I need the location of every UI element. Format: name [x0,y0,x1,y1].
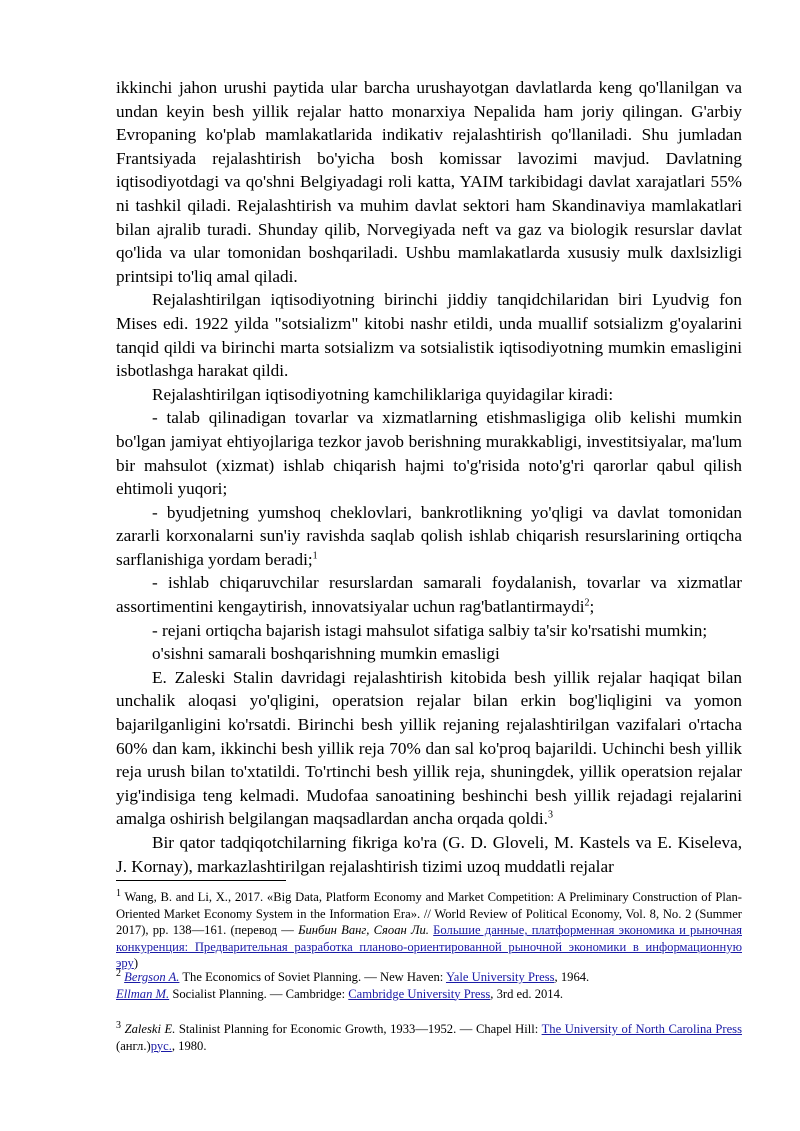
footnote-mark: 1 [116,887,121,899]
footnote-text: Wang, B. and Li, X., 2017. «Big Data, Platform Economy and Market Competition: A Preliminary Construction of Plan-Oriented Market Economy System in the Information Era». // World Review of Political Economy, Vol. 8, No. 2 (Summer 2017), pp. 138—161. (перевод — [116,890,742,938]
list-item-text: - rejani ortiqcha bajarish istagi mahsulot sifatiga salbiy ta'sir ko'rsatishi mumkin; [152,620,708,640]
footnote-ref: 1 [312,550,318,562]
footnote-mark: 2 [116,967,121,979]
footnote-year: , 3rd ed. 2014. [490,986,564,1001]
footnote-link[interactable]: Большие данные, платформенная экономика и рыночная конкуренция: Предварительная разработка планово-ориентированной рыночной экономики в информационную эру [116,923,742,971]
publisher-link[interactable]: Yale University Press [445,970,555,984]
footnote-ref: 2 [584,597,590,609]
footnote-text: Stalinist Planning for Economic Growth, 1933—1952. — Chapel Hill: [175,1022,542,1036]
language-link[interactable]: рус. [150,1038,172,1053]
footnote-authors: Бинбин Ванг, Сяоан Ли. [298,923,429,938]
footnote-1 [116,889,742,972]
list-item [116,406,742,500]
paragraph [116,383,742,407]
paragraph [116,666,742,831]
paragraph-text: o'sishni samarali boshqarishning mumkin emasligi [152,644,500,664]
paragraph-text: E. Zaleski Stalin davridagi rejalashtirish kitobida besh yillik rejalar haqiqat bilan unchalik aloqasi yo'qligini, operatsion rejalar bilan erkin bog'liqligini va yomon bajarilganligini ko'rsatdi. Birinchi besh yillik rejaning rejalashtirilgan vazifalari o'rtacha 60% dan kam, ikkinchi besh yillik reja 70% dan sal ko'proq bajarildi. Uchinchi besh yillik reja urush bilan to'xtatildi. To'rtinchi besh yillik reja, shuningdek, yillik operatsion rejalar yig'indisiga teng kelmadi. Mudofaa sanoatining beshinchi besh yillik rejadagi rejalarini amalga oshirish belgilangan maqsadlardan ancha orqada qoldi. [116,667,742,829]
footnote-2 [116,969,742,1002]
paragraph [116,76,742,288]
footnote-year: , 1964. [554,970,590,984]
publisher-link[interactable]: Cambridge University Press [348,986,491,1001]
footnote-separator [116,880,286,881]
footnote-text: The Economics of Soviet Planning. — New Haven: [179,970,446,984]
paragraph [116,831,742,878]
footnote-year: , 1980. [171,1038,207,1053]
list-item [116,619,742,643]
list-item [116,501,742,572]
punctuation: ; [589,597,595,617]
paragraph-text: Rejalashtirilgan iqtisodiyotning kamchiliklariga quyidagilar kiradi: [152,384,614,404]
list-item-text: - talab qilinadigan tovarlar va xizmatlarning etishmasligiga olib kelishi mumkin bo'lgan jamiyat ehtiyojlariga tezkor javob berishning murakkabligi, investitsiyalar, ma'lum bir mahsulot (xizmat) ishlab chiqarish hajmi to'g'risida noto'g'ri qarorlar qabul qilish ehtimoli yuqori; [116,408,742,499]
list-item-text: - ishlab chiqaruvchilar resurslardan samarali foydalanish, tovarlar va xizmatlar assortimentini kengaytirish, innovatsiyalar uchun rag'batlantirmaydi [116,573,742,617]
publisher-link[interactable]: The University of North Carolina Press [541,1022,742,1036]
footnote-ref: 3 [547,809,553,821]
paragraph-text: ikkinchi jahon urushi paytida ular barcha urushayotgan davlatlarda keng qo'llanilgan va undan keyin besh yillik rejalar hatto monarxiya Nepalida ham joriy qilingan. G'arbiy Evropaning ko'plab mamlakatlarida indikativ rejalashtirish qo'llaniladi. Shu jumladan Frantsiyada rejalashtirish bo'yicha bosh komissar lavozimi mavjud. Davlatning iqtisodiyotdagi va qo'shni Belgiyadagi roli katta, YAIM tarkibidagi davlat xarajatlari 55% ni tashkil qiladi. Rejalashtirish va muhim davlat sektori ham Skandinaviya mamlakatlari bilan ajralib turadi. Shunday qilib, Norvegiyada neft va gaz va biologik resurslar davlat qo'lida va ular tomonidan boshqariladi. Ushbu mamlakatlarda xususiy mulk daxlsizligi printsipi to'liq amal qiladi. [116,78,742,286]
paragraph-text: Rejalashtirilgan iqtisodiyotning birinchi jiddiy tanqidchilaridan biri Lyudvig fon Mises edi. 1922 yilda "sotsializm" kitobi nashr etildi, unda muallif sotsializm g'oyalarini tanqid qildi va birinchi marta sotsializm va sotsialistik iqtisodiyotning mumkin emasligini isbotlashga harakat qildi. [116,290,742,381]
footnote-3 [116,1021,742,1054]
paragraph [116,288,742,382]
list-item [116,571,742,618]
paragraph [116,642,742,666]
footnote-text: Socialist Planning. — Cambridge: [169,986,349,1001]
author-link[interactable]: Ellman M. [116,986,170,1001]
document-body [116,76,742,878]
footnote-lang: (англ.) [116,1038,151,1053]
author-link[interactable]: Bergson A. [124,970,180,984]
footnote-mark: 3 [116,1019,121,1031]
list-item-text: - byudjetning yumshoq cheklovlari, bankrotlikning yo'qligi va davlat tomonidan zararli korxonalarni sun'iy ravishda saqlab qolish ishlab chiqarish resurslarining ortiqcha sarflanishiga yordam beradi; [116,502,742,569]
footnote-author: Zaleski E. [124,1022,176,1036]
footnote-close: ) [133,956,139,971]
paragraph-text: Bir qator tadqiqotchilarning fikriga ko'ra (G. D. Gloveli, M. Kastels va E. Kiseleva, J. Kornay), markazlashtirilgan rejalashtirish tizimi uzoq muddatli rejalar [116,833,742,876]
